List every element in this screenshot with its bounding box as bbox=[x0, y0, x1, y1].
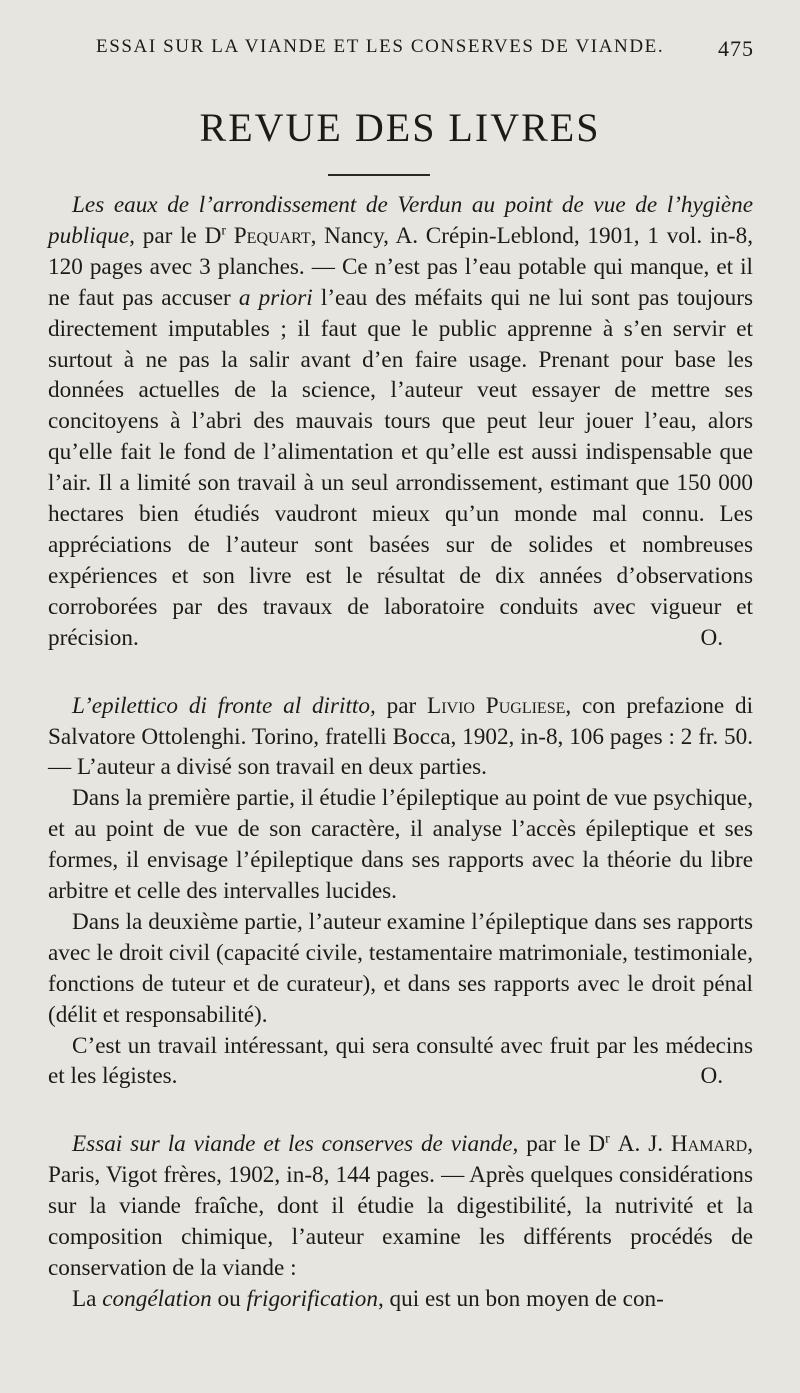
author-prefix: D bbox=[204, 222, 222, 249]
title-rule bbox=[328, 174, 430, 176]
review-paragraph bbox=[48, 1031, 753, 1093]
review-text: l’eau des méfaits qui ne lui sont pas toujours directement imputables ; il faut que le public apprenne à s’en servir et surtout à ne pas la salir avant d’en faire usage. Prenant pour base les données actuelles de la science, l’auteur veut essayer de mettre ses concitoyens à l’abri des mauvais tours que peut leur jouer l’eau, alors qu’elle fait le fond de l’alimentation et qu’elle est aussi indispensable que l’air. Il a limité son travail à un seul arrondissement, estimant que 150 000 hectares bien étudiés vaudront mieux qu’un monde mal connu. Les appréciations de l’auteur sont basées sur de solides et nombreuses expériences et son livre est le résultat de dix années d’observations corroborées par des travaux de laboratoire conduits avec vigueur et précision. bbox=[48, 284, 754, 651]
review-paragraph bbox=[48, 1129, 753, 1284]
author-sup: r bbox=[605, 1131, 610, 1147]
reviews-body bbox=[48, 190, 753, 1352]
review-text: ou bbox=[211, 1285, 247, 1312]
author-name: A. J. Hamard bbox=[617, 1131, 748, 1158]
italic-term: congélation bbox=[102, 1285, 212, 1312]
review-paragraph bbox=[48, 190, 753, 654]
running-title: ESSAI SUR LA VIANDE ET LES CONSERVES DE VIANDE. bbox=[96, 36, 665, 57]
author-name: Livio Pugliese bbox=[427, 692, 566, 719]
book-title: Essai sur la viande et les conserves de viande, bbox=[72, 1131, 519, 1158]
by-text: par le bbox=[142, 222, 197, 249]
author-sup: r bbox=[221, 223, 227, 239]
review-text: Ce n’est pas l’eau potable qui manque, et il ne faut pas accuser bbox=[48, 253, 753, 311]
review-text: La bbox=[72, 1285, 103, 1312]
italic-phrase: a priori bbox=[238, 284, 313, 311]
publication-info: , Paris, Vigot frères, 1902, in-8, 144 pages. — Après quelques considérations sur la viande fraîche, dont il étudie la digestibilité, la nutrivité et la composition chimique, l’auteur examine les différents procédés de conservation de la viande : bbox=[48, 1131, 754, 1281]
author-prefix: D bbox=[588, 1131, 606, 1158]
signature: O. bbox=[700, 1063, 723, 1090]
section-title: REVUE DES LIVRES bbox=[199, 105, 601, 150]
review-text: C’est un travail intéressant, qui sera consulté avec fruit par les médecins et les légistes. bbox=[48, 1032, 753, 1090]
review-paragraph bbox=[48, 691, 753, 784]
italic-term: frigorification bbox=[246, 1285, 378, 1312]
publication-info: , con prefazione di Salvatore Ottolenghi. Torino, fratelli Bocca, 1902, in-8, 106 pages : 2 fr. 50. — L’auteur a divisé son travail en deux parties. bbox=[48, 692, 754, 781]
book-title: Les eaux de l’arrondissement de Verdun au point de vue de l’hygiène publique, bbox=[48, 192, 753, 249]
author-name: Pequart bbox=[233, 222, 311, 249]
review-viande bbox=[48, 1129, 753, 1314]
review-paragraph: Dans la deuxième partie, l’auteur examine l’épileptique dans ses rapports avec le droit civil (capacité civile, testamentaire matrimoniale, testimoniale, fonctions de tuteur et de curateur), et dans ses rapports avec le droit pénal (délit et responsabilité). bbox=[48, 908, 753, 1028]
review-epilettico bbox=[48, 691, 753, 1093]
review-verdun bbox=[48, 190, 753, 654]
book-title: L’epilettico di fronte al diritto, bbox=[72, 692, 376, 719]
page-number: 475 bbox=[718, 36, 754, 61]
by-text: par le bbox=[526, 1131, 581, 1158]
signature: O. bbox=[700, 624, 723, 651]
running-header bbox=[96, 36, 754, 62]
review-paragraph bbox=[48, 1284, 753, 1315]
publication-info: , Nancy, A. Crépin-Leblond, 1901, 1 vol. in-8, 120 pages avec 3 planches. — bbox=[48, 222, 754, 280]
by-text: par bbox=[386, 692, 417, 719]
review-text: , qui est un bon moyen de con- bbox=[377, 1285, 664, 1312]
review-paragraph: Dans la première partie, il étudie l’épileptique au point de vue psychique, et au point de vue de son caractère, il analyse l’accès épileptique et ses formes, il envisage l’épileptique dans ses rapports avec la théorie du libre arbitre et celle des intervalles lucides. bbox=[48, 785, 753, 905]
